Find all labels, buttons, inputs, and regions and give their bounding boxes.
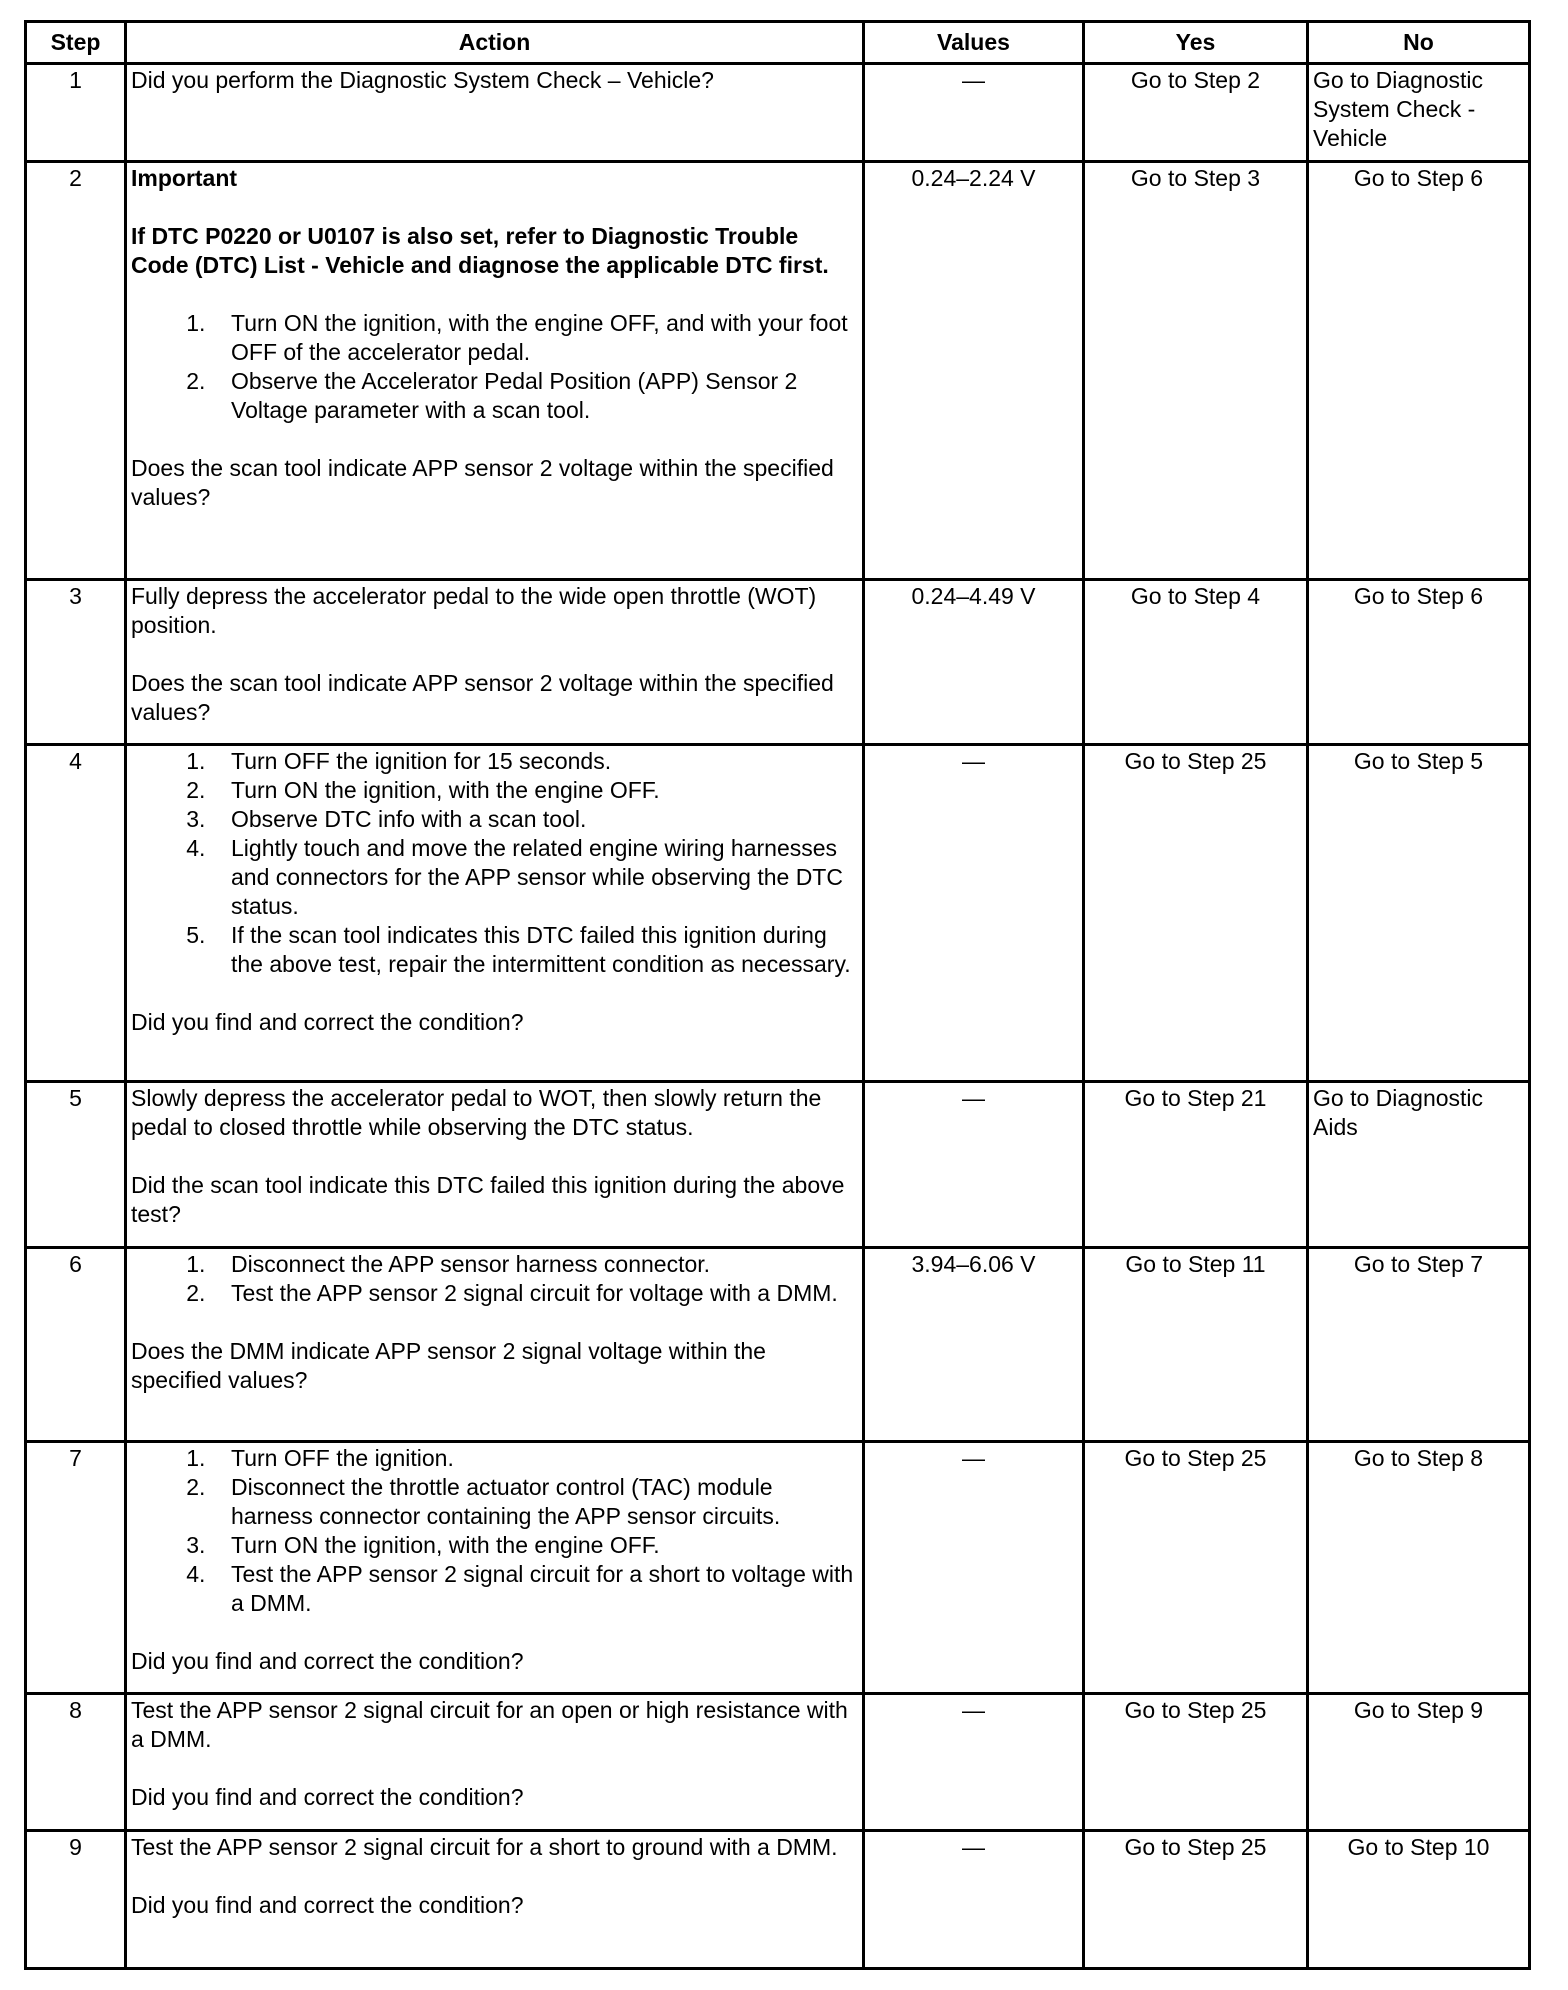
list-item: 2. Observe the Accelerator Pedal Position (APP) Sensor 2 Voltage parameter with a scan tool. bbox=[231, 367, 858, 425]
important-text: If DTC P0220 or U0107 is also set, refer to Diagnostic Trouble Code (DTC) List - Vehicle and diagnose the applicable DTC first. bbox=[131, 223, 829, 278]
yes-cell: Go to Step 2 bbox=[1084, 64, 1308, 162]
procedure-list bbox=[131, 309, 858, 425]
yes-cell: Go to Step 25 bbox=[1084, 745, 1308, 1082]
table-row bbox=[26, 64, 1530, 162]
header-values: Values bbox=[864, 22, 1084, 64]
yes-cell: Go to Step 25 bbox=[1084, 1694, 1308, 1831]
procedure-list bbox=[131, 747, 858, 979]
procedure-list bbox=[131, 1250, 858, 1308]
question-text: Did you find and correct the condition? bbox=[131, 1784, 524, 1810]
question-text: Did you find and correct the condition? bbox=[131, 1892, 524, 1918]
values-cell: — bbox=[864, 1694, 1084, 1831]
yes-cell: Go to Step 25 bbox=[1084, 1442, 1308, 1694]
action-cell bbox=[126, 1694, 864, 1831]
table-row bbox=[26, 1694, 1530, 1831]
procedure-list bbox=[131, 1444, 858, 1618]
action-text: Test the APP sensor 2 signal circuit for a short to ground with a DMM. bbox=[131, 1834, 838, 1860]
header-row bbox=[26, 22, 1530, 64]
question-text: Does the scan tool indicate APP sensor 2 voltage within the specified values? bbox=[131, 455, 834, 510]
values-cell: — bbox=[864, 1082, 1084, 1248]
no-cell: Go to Step 6 bbox=[1308, 580, 1530, 745]
action-cell bbox=[126, 1831, 864, 1969]
yes-cell: Go to Step 3 bbox=[1084, 162, 1308, 580]
values-cell: — bbox=[864, 1442, 1084, 1694]
yes-cell: Go to Step 4 bbox=[1084, 580, 1308, 745]
values-cell: 3.94–6.06 V bbox=[864, 1248, 1084, 1442]
table-row bbox=[26, 1082, 1530, 1248]
values-cell: 0.24–4.49 V bbox=[864, 580, 1084, 745]
question-text: Does the DMM indicate APP sensor 2 signal voltage within the specified values? bbox=[131, 1338, 766, 1393]
action-text: Test the APP sensor 2 signal circuit for an open or high resistance with a DMM. bbox=[131, 1697, 848, 1752]
table-row bbox=[26, 1442, 1530, 1694]
important-title: Important bbox=[131, 165, 238, 191]
table-row bbox=[26, 580, 1530, 745]
list-item: 1. Turn OFF the ignition for 15 seconds. bbox=[231, 747, 858, 776]
action-cell bbox=[126, 745, 864, 1082]
step-number: 5 bbox=[26, 1082, 126, 1248]
values-cell: — bbox=[864, 745, 1084, 1082]
no-cell: Go to Step 7 bbox=[1308, 1248, 1530, 1442]
step-number: 6 bbox=[26, 1248, 126, 1442]
diagnostic-table bbox=[24, 20, 1531, 1970]
no-cell: Go to Step 6 bbox=[1308, 162, 1530, 580]
question-text: Did you find and correct the condition? bbox=[131, 1648, 524, 1674]
table-row bbox=[26, 1248, 1530, 1442]
values-cell: 0.24–2.24 V bbox=[864, 162, 1084, 580]
list-item: 4. Test the APP sensor 2 signal circuit for a short to voltage with a DMM. bbox=[231, 1560, 858, 1618]
list-item: 3. Observe DTC info with a scan tool. bbox=[231, 805, 858, 834]
header-step: Step bbox=[26, 22, 126, 64]
values-cell: — bbox=[864, 64, 1084, 162]
no-cell: Go to Step 9 bbox=[1308, 1694, 1530, 1831]
list-item: 1. Disconnect the APP sensor harness connector. bbox=[231, 1250, 858, 1279]
step-number: 4 bbox=[26, 745, 126, 1082]
list-item: 1. Turn ON the ignition, with the engine OFF, and with your foot OFF of the accelerator pedal. bbox=[231, 309, 858, 367]
question-text: Did you find and correct the condition? bbox=[131, 1009, 524, 1035]
step-number: 1 bbox=[26, 64, 126, 162]
yes-cell: Go to Step 11 bbox=[1084, 1248, 1308, 1442]
action-text: Fully depress the accelerator pedal to the wide open throttle (WOT) position. bbox=[131, 583, 817, 638]
list-item: 3. Turn ON the ignition, with the engine OFF. bbox=[231, 1531, 858, 1560]
header-action: Action bbox=[126, 22, 864, 64]
list-item: 2. Disconnect the throttle actuator control (TAC) module harness connector containing the APP sensor circuits. bbox=[231, 1473, 858, 1531]
no-cell: Go to Step 8 bbox=[1308, 1442, 1530, 1694]
action-text: Did you perform the Diagnostic System Check – Vehicle? bbox=[131, 67, 714, 93]
table-row bbox=[26, 745, 1530, 1082]
question-text: Did the scan tool indicate this DTC failed this ignition during the above test? bbox=[131, 1172, 845, 1227]
no-cell: Go to Step 10 bbox=[1308, 1831, 1530, 1969]
step-number: 7 bbox=[26, 1442, 126, 1694]
action-cell bbox=[126, 1442, 864, 1694]
no-cell: Go to Diagnostic Aids bbox=[1308, 1082, 1530, 1248]
list-item: 4. Lightly touch and move the related engine wiring harnesses and connectors for the APP sensor while observing the DTC status. bbox=[231, 834, 858, 921]
list-item: 2. Test the APP sensor 2 signal circuit for voltage with a DMM. bbox=[231, 1279, 858, 1308]
action-cell bbox=[126, 580, 864, 745]
step-number: 3 bbox=[26, 580, 126, 745]
question-text: Does the scan tool indicate APP sensor 2 voltage within the specified values? bbox=[131, 670, 834, 725]
action-cell bbox=[126, 1248, 864, 1442]
list-item: 2. Turn ON the ignition, with the engine OFF. bbox=[231, 776, 858, 805]
step-number: 9 bbox=[26, 1831, 126, 1969]
values-cell: — bbox=[864, 1831, 1084, 1969]
header-yes: Yes bbox=[1084, 22, 1308, 64]
action-cell bbox=[126, 1082, 864, 1248]
table-row bbox=[26, 1831, 1530, 1969]
no-cell: Go to Diagnostic System Check - Vehicle bbox=[1308, 64, 1530, 162]
step-number: 2 bbox=[26, 162, 126, 580]
list-item: 1. Turn OFF the ignition. bbox=[231, 1444, 858, 1473]
no-cell: Go to Step 5 bbox=[1308, 745, 1530, 1082]
header-no: No bbox=[1308, 22, 1530, 64]
action-cell bbox=[126, 162, 864, 580]
action-cell bbox=[126, 64, 864, 162]
list-item: 5. If the scan tool indicates this DTC failed this ignition during the above test, repair the intermittent condition as necessary. bbox=[231, 921, 858, 979]
yes-cell: Go to Step 25 bbox=[1084, 1831, 1308, 1969]
step-number: 8 bbox=[26, 1694, 126, 1831]
table-row bbox=[26, 162, 1530, 580]
yes-cell: Go to Step 21 bbox=[1084, 1082, 1308, 1248]
action-text: Slowly depress the accelerator pedal to WOT, then slowly return the pedal to closed throttle while observing the DTC status. bbox=[131, 1085, 822, 1140]
